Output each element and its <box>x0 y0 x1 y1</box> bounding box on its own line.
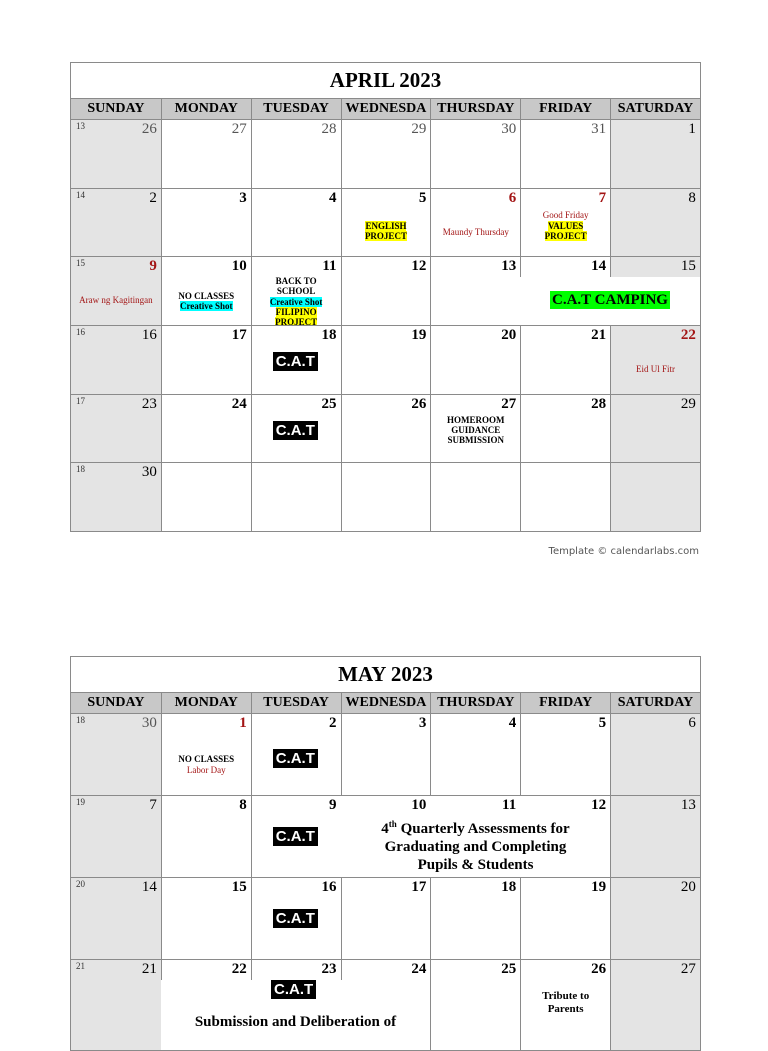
day-cell <box>71 395 161 462</box>
labor-day-event: Labor Day <box>186 765 226 775</box>
day-cell <box>251 326 341 394</box>
day-cell <box>520 463 610 531</box>
day-number: 23 <box>321 961 337 977</box>
day-cell <box>251 714 341 795</box>
cat-event: C.A.T <box>273 909 318 928</box>
day-number: 10 <box>231 258 247 274</box>
submission-band <box>161 980 430 1050</box>
day-number: 23 <box>141 396 157 412</box>
weekday-saturday: SATURDAY <box>610 99 700 119</box>
week-row <box>71 120 700 189</box>
day-cell <box>71 796 161 877</box>
cat-event: C.A.T <box>273 352 318 371</box>
week-number: 19 <box>76 797 85 807</box>
day-number: 6 <box>508 190 517 206</box>
assessment-line-3: Pupils & Students <box>417 857 534 873</box>
day-cell <box>430 960 520 1050</box>
weekday-sunday: SUNDAY <box>87 101 145 116</box>
week-number: 15 <box>76 258 85 268</box>
day-cell <box>341 463 431 531</box>
day-number: 2 <box>329 715 337 731</box>
day-cell <box>251 257 341 325</box>
day-cell <box>161 326 251 394</box>
week-row <box>71 714 700 796</box>
tribute-to-parents-event: Tribute to Parents <box>542 990 590 1015</box>
day-cell <box>71 120 161 188</box>
day-number: 5 <box>598 715 607 731</box>
day-cell <box>251 796 341 877</box>
day-cell <box>341 189 431 256</box>
day-number: 27 <box>501 396 517 412</box>
day-number: 14 <box>591 258 607 274</box>
day-number: 30 <box>501 121 517 137</box>
day-cell <box>610 878 700 959</box>
day-number: 24 <box>411 961 427 977</box>
day-number: 25 <box>501 961 517 977</box>
day-number: 27 <box>231 121 247 137</box>
day-cell <box>71 257 161 325</box>
week-row <box>71 463 700 532</box>
day-number: 4 <box>508 715 517 731</box>
day-number: 28 <box>591 396 607 412</box>
day-number: 1 <box>239 715 247 731</box>
assessment-ordinal: 4 <box>381 821 389 837</box>
weekday-wednesday: WEDNESDA <box>341 693 431 713</box>
filipino-project-event <box>274 307 319 325</box>
weekday-monday: MONDAY <box>161 693 251 713</box>
day-cell <box>430 395 520 462</box>
weekday-saturday: SATURDAY <box>610 693 700 713</box>
day-cell <box>71 326 161 394</box>
cat-event: C.A.T <box>273 749 318 768</box>
day-cell <box>610 960 700 1050</box>
weekday-tuesday: TUESDAY <box>251 693 341 713</box>
day-cell <box>71 463 161 531</box>
day-cell <box>341 326 431 394</box>
english-project-event <box>364 221 409 241</box>
day-number: 20 <box>680 879 696 895</box>
week-row <box>71 395 700 463</box>
day-number: 30 <box>141 464 157 480</box>
day-number: 16 <box>321 879 337 895</box>
cat-event: C.A.T <box>273 827 318 846</box>
day-cell <box>71 960 161 1050</box>
may-weekday-header <box>71 693 700 714</box>
day-number: 30 <box>141 715 157 731</box>
day-number: 6 <box>688 715 696 731</box>
day-cell <box>251 395 341 462</box>
april-weekday-header <box>71 99 700 120</box>
day-number: 24 <box>231 396 247 412</box>
submission-deliberation-event: Submission and Deliberation of <box>194 1014 397 1030</box>
day-cell <box>71 714 161 795</box>
day-cell <box>161 463 251 531</box>
may-calendar <box>70 656 701 1051</box>
day-number: 7 <box>149 797 157 813</box>
day-number: 21 <box>591 327 607 343</box>
april-calendar <box>70 62 701 532</box>
day-cell <box>161 189 251 256</box>
assessment-ordinal-suffix: th <box>388 819 397 829</box>
day-number: 12 <box>411 258 427 274</box>
weekday-friday: FRIDAY <box>520 693 610 713</box>
day-cell <box>610 796 700 877</box>
week-number: 18 <box>76 715 85 725</box>
no-classes-event: NO CLASSES <box>178 754 235 764</box>
assessment-text: Quarterly Assessments for <box>396 821 570 837</box>
assessment-line-1 <box>341 815 610 838</box>
homeroom-guidance-event: HOMEROOM GUIDANCE SUBMISSION <box>447 415 505 445</box>
day-cell <box>341 395 431 462</box>
day-number: 11 <box>502 797 517 813</box>
day-number: 9 <box>329 797 337 813</box>
day-number: 22 <box>231 961 247 977</box>
cat-event: C.A.T <box>273 421 318 440</box>
event-label: Creative Shot <box>269 297 323 307</box>
day-number: 15 <box>231 879 247 895</box>
day-number: 1 <box>688 121 696 137</box>
day-cell <box>430 326 520 394</box>
day-number: 17 <box>411 879 427 895</box>
day-cell <box>341 257 431 325</box>
day-number: 19 <box>591 879 607 895</box>
week-number: 13 <box>76 121 85 131</box>
day-number: 29 <box>680 396 696 412</box>
weekday-tuesday: TUESDAY <box>251 99 341 119</box>
day-number: 3 <box>418 715 427 731</box>
day-number: 21 <box>141 961 157 977</box>
event-label: ENGLISH PROJECT <box>364 221 407 241</box>
day-cell <box>251 878 341 959</box>
day-number: 20 <box>501 327 517 343</box>
eid-ul-fitr-event: Eid Ul Fitr <box>635 364 675 374</box>
cat-event: C.A.T <box>271 980 316 999</box>
day-number: 14 <box>141 879 157 895</box>
day-number: 17 <box>231 327 247 343</box>
day-number: 22 <box>680 327 696 343</box>
creative-shot-event <box>162 301 251 311</box>
day-number: 26 <box>141 121 157 137</box>
day-number: 2 <box>149 190 157 206</box>
week-number: 17 <box>76 396 85 406</box>
day-cell <box>430 878 520 959</box>
day-number: 3 <box>239 190 247 206</box>
day-number: 18 <box>321 327 337 343</box>
cat-camping-event: C.A.T CAMPING <box>552 292 668 308</box>
week-number: 14 <box>76 190 85 200</box>
day-cell <box>251 463 341 531</box>
day-number: 11 <box>322 258 337 274</box>
back-to-school-event: BACK TO SCHOOL <box>275 276 317 296</box>
event-label: Creative Shot <box>179 301 233 311</box>
day-cell <box>610 326 700 394</box>
week-number: 21 <box>76 961 85 971</box>
week-row <box>71 257 700 326</box>
day-cell <box>520 189 610 256</box>
day-cell <box>610 395 700 462</box>
day-cell <box>71 878 161 959</box>
week-row <box>71 960 700 1051</box>
day-cell <box>161 796 251 877</box>
week-row <box>71 189 700 257</box>
day-cell <box>430 189 520 256</box>
day-cell <box>161 714 251 795</box>
creative-shot-event <box>252 297 341 307</box>
day-cell <box>430 120 520 188</box>
day-number: 10 <box>411 797 427 813</box>
day-cell <box>251 120 341 188</box>
day-number: 26 <box>591 961 607 977</box>
araw-ng-kagitingan-event: Araw ng Kagitingan <box>79 295 153 305</box>
day-number: 29 <box>411 121 427 137</box>
weekday-sunday: SUNDAY <box>87 695 145 710</box>
event-label: FILIPINO PROJECT <box>275 307 318 325</box>
day-cell <box>341 120 431 188</box>
good-friday-event: Good Friday <box>542 210 589 220</box>
day-number: 26 <box>411 396 427 412</box>
week-number: 20 <box>76 879 85 889</box>
day-cell <box>610 714 700 795</box>
day-number: 5 <box>418 190 427 206</box>
day-number: 18 <box>501 879 517 895</box>
day-cell <box>341 714 431 795</box>
may-title: MAY 2023 <box>71 657 700 693</box>
day-cell <box>520 326 610 394</box>
no-classes-event: NO CLASSES <box>178 291 235 301</box>
weekday-wednesday: WEDNESDA <box>341 99 431 119</box>
day-number: 31 <box>591 121 607 137</box>
day-cell <box>341 878 431 959</box>
day-cell <box>161 395 251 462</box>
day-number: 27 <box>680 961 696 977</box>
day-number: 16 <box>141 327 157 343</box>
day-cell <box>430 463 520 531</box>
day-cell <box>251 189 341 256</box>
day-cell <box>610 463 700 531</box>
weekday-friday: FRIDAY <box>520 99 610 119</box>
week-number: 18 <box>76 464 85 474</box>
day-cell <box>161 257 251 325</box>
day-number: 15 <box>680 258 696 274</box>
day-cell <box>520 714 610 795</box>
day-cell <box>610 120 700 188</box>
day-number: 8 <box>239 797 247 813</box>
assessment-line-2: Graduating and Completing <box>384 839 567 855</box>
quarterly-assessments-event <box>341 815 610 874</box>
template-credit: Template © calendarlabs.com <box>548 546 699 557</box>
week-row <box>71 796 700 878</box>
weekday-thursday: THURSDAY <box>430 693 520 713</box>
week-row <box>71 326 700 395</box>
day-number: 25 <box>321 396 337 412</box>
day-cell <box>161 120 251 188</box>
april-title: APRIL 2023 <box>71 63 700 99</box>
day-number: 9 <box>149 258 157 274</box>
day-cell <box>161 878 251 959</box>
day-number: 12 <box>591 797 607 813</box>
day-cell <box>520 960 610 1050</box>
event-label: VALUES PROJECT <box>544 221 587 241</box>
day-cell <box>430 257 520 325</box>
day-number: 19 <box>411 327 427 343</box>
day-number: 13 <box>680 797 696 813</box>
day-cell <box>520 120 610 188</box>
weekday-thursday: THURSDAY <box>430 99 520 119</box>
day-number: 8 <box>688 190 696 206</box>
week-row <box>71 878 700 960</box>
day-cell <box>520 395 610 462</box>
maundy-thursday-event: Maundy Thursday <box>442 227 509 237</box>
cat-camping-band <box>520 277 700 325</box>
day-number: 7 <box>598 190 607 206</box>
values-project-event <box>539 221 592 241</box>
day-number: 13 <box>501 258 517 274</box>
day-cell <box>71 189 161 256</box>
day-cell <box>610 189 700 256</box>
week-number: 16 <box>76 327 85 337</box>
day-cell <box>430 714 520 795</box>
day-cell <box>520 878 610 959</box>
weekday-monday: MONDAY <box>161 99 251 119</box>
day-number: 4 <box>329 190 337 206</box>
day-number: 28 <box>321 121 337 137</box>
